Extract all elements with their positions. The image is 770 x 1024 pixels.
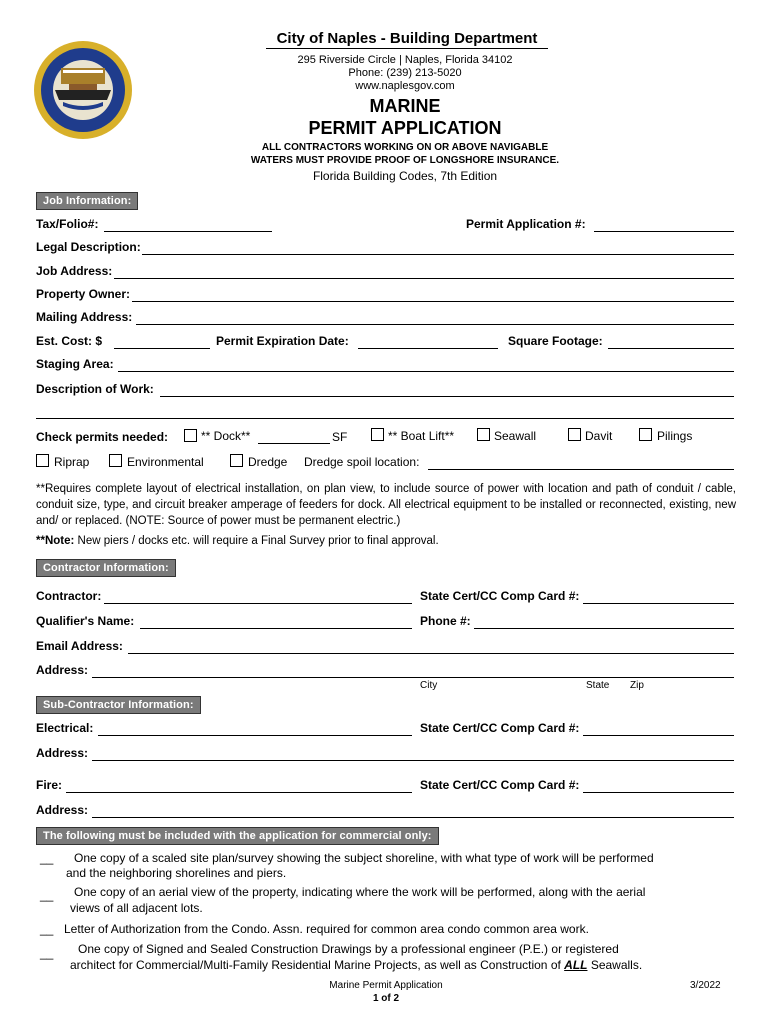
staging-area-field[interactable] — [118, 371, 734, 372]
form-title-marine: MARINE — [369, 96, 441, 116]
fire-state-cert-field[interactable] — [583, 792, 734, 793]
commercial-item-4-blank[interactable]: __ — [40, 946, 54, 960]
staging-area-label: Staging Area: — [36, 357, 114, 371]
department-title: City of Naples - Building Department — [266, 30, 548, 49]
commercial-item-3-blank[interactable]: __ — [40, 922, 54, 936]
property-owner-field[interactable] — [132, 301, 734, 302]
environmental-checkbox[interactable] — [109, 454, 122, 467]
commercial-item-4-pre: architect for Commercial/Multi-Family Residential Marine Projects, as well as Construction of — [70, 958, 565, 972]
boat-lift-checkbox[interactable] — [371, 428, 384, 441]
fire-address-label: Address: — [36, 803, 89, 817]
electrical-field[interactable] — [98, 735, 412, 736]
qualifier-name-field[interactable] — [140, 628, 412, 629]
permit-expiration-field[interactable] — [358, 348, 498, 349]
job-address-label: Job Address: — [36, 264, 113, 278]
fire-state-cert-label: State Cert/CC Comp Card #: — [420, 778, 580, 792]
department-phone: Phone: (239) 213-5020 — [348, 67, 462, 79]
final-survey-note — [36, 535, 439, 547]
description-of-work-field-2[interactable] — [36, 418, 734, 419]
form-title-permit: PERMIT APPLICATION — [308, 118, 502, 138]
city-seal-logo — [33, 40, 133, 140]
description-of-work-field[interactable] — [160, 396, 734, 397]
check-permits-label: Check permits needed: — [36, 430, 169, 444]
department-address: 295 Riverside Circle | Naples, Florida 34102 — [297, 54, 513, 66]
dock-checkbox[interactable] — [184, 429, 197, 442]
tax-folio-field[interactable] — [104, 231, 272, 232]
commercial-item-2-blank[interactable]: __ — [40, 888, 54, 902]
pilings-label: Pilings — [657, 429, 693, 443]
electrical-requirements-note: **Requires complete layout of electrical installation, on plan view, to include source of power with location and path of conduit / cable, conduit size, type, and circuit breaker amperage of feeders for dock. All electrical equipment to be installed or reconnected, existing, new and/ or replaced. (NOTE: Source of power must be permanent electric.) — [36, 483, 736, 527]
pilings-checkbox[interactable] — [639, 428, 652, 441]
boat-lift-label: ** Boat Lift** — [388, 429, 455, 443]
tax-folio-label: Tax/Folio#: — [36, 217, 99, 231]
permit-application-field[interactable] — [594, 231, 734, 232]
est-cost-label: Est. Cost: $ — [36, 334, 103, 348]
property-owner-label: Property Owner: — [36, 287, 131, 301]
contractor-phone-field[interactable] — [474, 628, 734, 629]
insurance-notice-line1: ALL CONTRACTORS WORKING ON OR ABOVE NAVIGABLE — [261, 142, 549, 153]
contractor-address-label: Address: — [36, 663, 89, 677]
commercial-item-1-line2: and the neighboring shorelines and piers. — [66, 866, 287, 880]
square-footage-label: Square Footage: — [508, 334, 603, 348]
electrical-address-field[interactable] — [92, 760, 734, 761]
mailing-address-label: Mailing Address: — [36, 310, 133, 324]
fire-field[interactable] — [66, 792, 412, 793]
mailing-address-field[interactable] — [136, 324, 734, 325]
commercial-item-2-line1: One copy of an aerial view of the property, indicating where the work will be performed, along with the aerial — [74, 885, 646, 899]
state-caption: State — [586, 680, 610, 691]
dock-sf-field[interactable] — [258, 443, 330, 444]
electrical-address-label: Address: — [36, 746, 89, 760]
commercial-item-4-post: Seawalls. — [587, 958, 643, 972]
seawall-label: Seawall — [494, 429, 537, 443]
fire-label: Fire: — [36, 778, 63, 792]
contractor-state-cert-field[interactable] — [583, 603, 734, 604]
environmental-label: Environmental — [127, 455, 204, 469]
riprap-label: Riprap — [54, 455, 90, 469]
legal-description-label: Legal Description: — [36, 240, 141, 254]
section-commercial-requirements: The following must be included with the application for commercial only: — [36, 827, 439, 845]
department-website: www.naplesgov.com — [355, 80, 455, 92]
section-job-information: Job Information: — [36, 192, 138, 210]
commercial-item-2-line2: views of all adjacent lots. — [70, 901, 203, 915]
dredge-label: Dredge — [248, 455, 288, 469]
electrical-state-cert-field[interactable] — [583, 735, 734, 736]
description-of-work-label: Description of Work: — [36, 382, 154, 396]
contractor-label: Contractor: — [36, 589, 102, 603]
riprap-checkbox[interactable] — [36, 454, 49, 467]
contractor-field[interactable] — [104, 603, 412, 604]
email-address-label: Email Address: — [36, 639, 123, 653]
electrical-label: Electrical: — [36, 721, 94, 735]
contractor-phone-label: Phone #: — [420, 614, 471, 628]
final-survey-note-text: New piers / docks etc. will require a Final Survey prior to final approval. — [74, 535, 439, 547]
dredge-spoil-label: Dredge spoil location: — [304, 455, 420, 469]
davit-checkbox[interactable] — [568, 428, 581, 441]
final-survey-note-bold: **Note: — [36, 535, 75, 547]
zip-caption: Zip — [630, 680, 644, 691]
legal-description-field[interactable] — [142, 254, 734, 255]
contractor-address-field[interactable] — [92, 677, 734, 678]
davit-label: Davit — [585, 429, 613, 443]
email-address-field[interactable] — [128, 653, 734, 654]
commercial-item-1-blank[interactable]: __ — [40, 851, 54, 865]
fire-address-field[interactable] — [92, 817, 734, 818]
square-footage-field[interactable] — [608, 348, 734, 349]
dredge-checkbox[interactable] — [230, 454, 243, 467]
insurance-notice-line2: WATERS MUST PROVIDE PROOF OF LONGSHORE INSURANCE. — [250, 155, 560, 166]
footer-date: 3/2022 — [690, 980, 721, 991]
seawall-checkbox[interactable] — [477, 428, 490, 441]
footer-page-number: 1 of 2 — [372, 993, 400, 1004]
building-codes: Florida Building Codes, 7th Edition — [312, 169, 498, 183]
commercial-item-4-all: ALL — [564, 958, 588, 972]
section-contractor-information: Contractor Information: — [36, 559, 176, 577]
commercial-item-4-line1: One copy of Signed and Sealed Construction Drawings by a professional engineer (P.E.) or registered — [78, 942, 619, 956]
job-address-field[interactable] — [114, 278, 734, 279]
city-caption: City — [420, 680, 438, 691]
section-sub-contractor-information: Sub-Contractor Information: — [36, 696, 201, 714]
dock-label: ** Dock** — [201, 429, 251, 443]
dock-sf-unit: SF — [332, 430, 348, 444]
commercial-item-3-text: Letter of Authorization from the Condo. Assn. required for common area condo common area work. — [64, 922, 589, 936]
permit-expiration-label: Permit Expiration Date: — [216, 334, 349, 348]
est-cost-field[interactable] — [114, 348, 210, 349]
electrical-state-cert-label: State Cert/CC Comp Card #: — [420, 721, 580, 735]
permit-application-label: Permit Application #: — [466, 217, 586, 231]
contractor-state-cert-label: State Cert/CC Comp Card #: — [420, 589, 580, 603]
qualifier-name-label: Qualifier's Name: — [36, 614, 135, 628]
commercial-item-1-line1: One copy of a scaled site plan/survey showing the subject shoreline, with what type of work will be performed — [74, 851, 654, 865]
footer-doc-name: Marine Permit Application — [329, 980, 443, 991]
dredge-spoil-field[interactable] — [428, 469, 734, 470]
commercial-item-4-line2 — [70, 958, 642, 972]
